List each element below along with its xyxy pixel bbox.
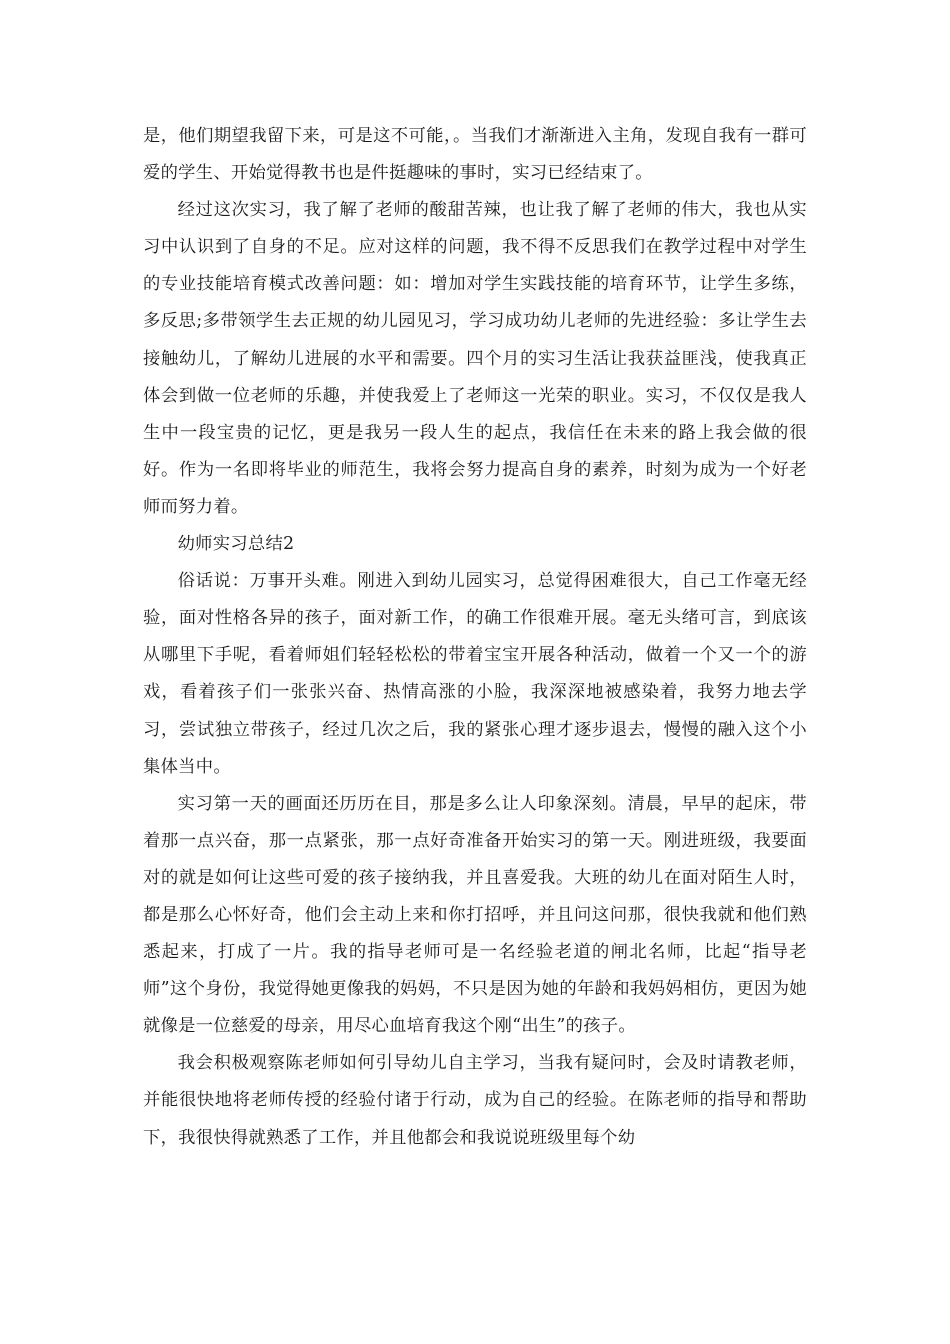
paragraph-internship-reflection: 经过这次实习，我了解了老师的酸甜苦辣，也让我了解了老师的伟大，我也从实习中认识到了自身的不足。应对这样的问题，我不得不反思我们在教学过程中对学生的专业技能培育模式改善问题：如：增加对学生实践技能的培育环节，让学生多练，多反思;多带领学生去正规的幼儿园见习，学习成功幼儿老师的先进经验：多让学生去接触幼儿，了解幼儿进展的水平和需要。四个月的实习生活让我获益匪浅，使我真正体会到做一位老师的乐趣，并使我爱上了老师这一光荣的职业。实习，不仅仅是我人生中一段宝贵的记忆，更是我另一段人生的起点，我信任在未来的路上我会做的很好。作为一名即将毕业的师范生，我将会努力提高自身的素养，时刻为成为一个好老师而努力着。 [143, 200, 807, 517]
paragraph-continued: 是，他们期望我留下来，可是这不可能，。当我们才渐渐进入主角，发现自我有一群可爱的学生、开始觉得教书也是件挺趣味的事时，实习已经结束了。 [143, 126, 807, 184]
document-body [143, 118, 807, 1157]
paragraph-beginning-difficult: 俗话说：万事开头难。刚进入到幼儿园实习，总觉得困难很大，自己工作毫无经验，面对性格各异的孩子，面对新工作，的确工作很难开展。毫无头绪可言，到底该从哪里下手呢，看着师姐们轻轻松松的带着宝宝开展各种活动，做着一个又一个的游戏，看着孩子们一张张兴奋、热情高涨的小脸，我深深地被感染着，我努力地去学习，尝试独立带孩子，经过几次之后，我的紧张心理才逐步退去，慢慢的融入这个小集体当中。 [143, 571, 807, 777]
paragraph-observing-teacher: 我会积极观察陈老师如何引导幼儿自主学习，当我有疑问时，会及时请教老师，并能很快地将老师传授的经验付诸于行动，成为自己的经验。在陈老师的指导和帮助下，我很快得就熟悉了工作，并且他都会和我说说班级里每个幼 [143, 1053, 807, 1148]
paragraph-first-day: 实习第一天的画面还历历在目，那是多么让人印象深刻。清晨，早早的起床，带着那一点兴奋，那一点紧张，那一点好奇准备开始实习的第一天。刚进班级，我要面对的就是如何让这些可爱的孩子接纳我，并且喜爱我。大班的幼儿在面对陌生人时，都是那么心怀好奇，他们会主动上来和你打招呼，并且问这问那，很快我就和他们熟悉起来，打成了一片。我的指导老师可是一名经验老道的闸北名师，比起“指导老师”这个身份，我觉得她更像我的妈妈，不只是因为她的年龄和我妈妈相仿，更因为她就像是一位慈爱的母亲，用尽心血培育我这个刚“出生”的孩子。 [143, 793, 807, 1037]
section-heading: 幼师实习总结2 [177, 534, 295, 555]
